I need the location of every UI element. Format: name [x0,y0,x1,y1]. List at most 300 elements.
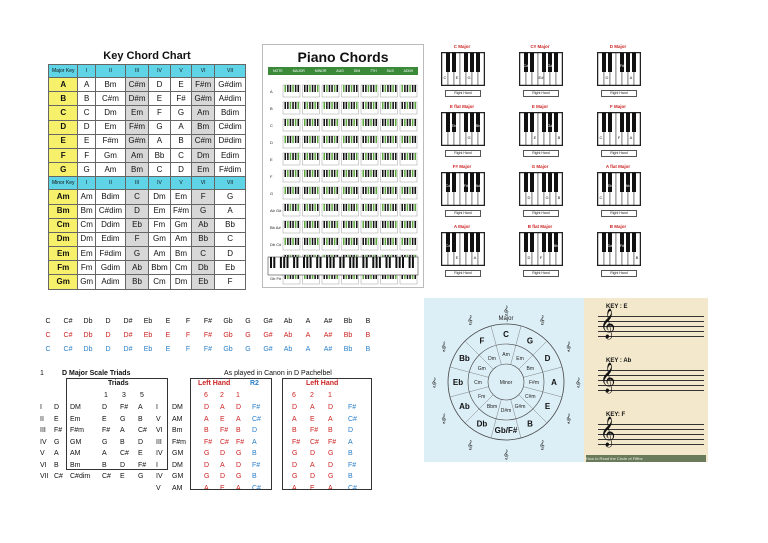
canon-cell: I [156,461,158,469]
mini-key [285,170,287,177]
chord-cell: G [78,163,95,177]
mini-key [317,221,319,228]
clef-icon: 𝄞 [539,314,545,325]
mini-key [337,153,339,160]
chord-cell: D [149,78,171,92]
canon-cell: A [204,415,209,423]
circle-caption: How to Read the Circle of Fifths [586,455,706,462]
chord-name: C# Major [530,44,550,49]
triad-cell: A [54,450,59,457]
mini-key [304,119,306,126]
mini-key [373,102,375,109]
major-key-label: D [544,354,551,363]
chord-cell: F#m [95,134,125,148]
svg-text:G: G [467,135,471,140]
svg-text:Eb: Eb [607,183,613,188]
mini-key [365,170,367,177]
canon-cell: A [310,404,315,411]
clef-icon: 𝄞 [565,341,572,351]
clef-icon: 𝄞 [503,305,509,315]
mini-key [351,204,353,211]
mini-key [363,136,365,143]
chord-cell: Dm [192,148,215,162]
canon-cell: DM [172,404,183,411]
triad-cell: AM [70,450,81,457]
mini-key [392,238,394,245]
mini-key [343,85,345,92]
chord-name: D Major [609,44,627,49]
chord-cell: Em [149,204,171,218]
triad-cell: III [40,427,46,434]
major-key-label: Gb/F# [494,426,518,435]
mini-key [317,153,319,160]
keyboard [441,52,485,86]
note-label: F# [203,332,213,339]
mini-key [373,85,375,92]
mini-key [387,85,389,92]
mini-key [387,153,389,160]
mini-key [314,170,316,177]
mini-key [353,85,355,92]
mini-key [343,119,345,126]
key-chord-header-row [49,177,246,190]
mini-key [298,221,300,228]
canon-cell: G [328,473,334,480]
mini-key [317,85,319,92]
triad-cell: DM [70,404,81,411]
mini-key [376,187,378,194]
mini-key [376,153,378,160]
black-key [395,257,397,268]
mini-key [309,187,311,194]
mini-key [290,85,292,92]
major-label: Major [498,316,514,322]
note-label: F [185,346,191,353]
mini-key [324,238,326,245]
chord-cell: Gm [78,275,95,289]
mini-key [392,204,394,211]
mini-key [368,204,370,211]
mini-key [363,204,365,211]
canon-col-header: 1 [328,392,332,399]
major-key-label: Db [476,419,488,429]
chord-cell: G [192,204,215,218]
triad-cell: G [102,438,108,446]
mini-key [395,170,397,177]
mini-key [407,85,409,92]
triad-cell: E [102,415,107,423]
mini-key [329,238,331,245]
right-hand-label: Right Hand [523,210,559,217]
mini-key [392,119,394,126]
mini-key [390,85,392,92]
mini-key [331,187,333,194]
mini-key [363,170,365,177]
mini-key [346,102,348,109]
mini-key [295,102,297,109]
black-key [376,257,378,268]
mini-key [334,119,336,126]
mini-key [409,136,411,143]
mini-key [370,204,372,211]
mini-key [312,153,314,160]
right-hand-label: Right Hand [601,150,637,157]
mini-key [314,153,316,160]
mini-key [326,238,328,245]
mini-key [295,221,297,228]
triad-cell: B [102,461,107,469]
mini-key [368,102,370,109]
mini-key [331,221,333,228]
canon-cell: D [328,461,334,469]
note-label: Eb [143,332,153,339]
chord-cell: Gdim [95,261,125,275]
mini-key [385,187,387,194]
mini-key [392,153,394,160]
mini-key [337,170,339,177]
table-row [49,247,246,261]
mini-key [307,221,309,228]
triad-cell: A [138,404,143,411]
mini-key [351,136,353,143]
chord-cell: A [49,78,78,92]
mini-key [368,238,370,245]
mini-key [385,119,387,126]
triads-title: D Major Scale Triads [62,370,131,377]
chord-cell: D [49,120,78,134]
chord-cell: C [49,106,78,120]
svg-text:C#: C# [523,63,529,68]
chord-cell: A [149,134,171,148]
mini-key [287,187,289,194]
mini-key [363,153,365,160]
mini-key [390,221,392,228]
mini-key [292,238,294,245]
chord-cell: F#m [170,204,191,218]
mini-key [385,85,387,92]
canon-cell: A [220,461,225,469]
triad-cell: F# [120,404,129,411]
mini-key [314,204,316,211]
mini-key [395,204,397,211]
mini-key [387,102,389,109]
canon-cell: E [310,415,315,423]
mini-key [363,187,365,194]
chord-cell: Bm [49,204,78,218]
black-key [362,257,364,268]
mini-key [290,204,292,211]
mini-key [402,221,404,228]
mini-key [370,85,372,92]
mini-key [295,238,297,245]
mini-key [285,136,287,143]
mini-key [402,187,404,194]
mini-key [334,238,336,245]
mini-key [287,221,289,228]
chord-cell: F [192,190,215,204]
triads-header: Triads [108,380,129,387]
mini-key [385,204,387,211]
mini-key [412,119,414,126]
piano-chords-title: Piano Chords [297,49,389,65]
mini-key [326,170,328,177]
mini-key [351,102,353,109]
clef-icon: 𝄞 [503,449,509,459]
mini-key [412,204,414,211]
triad-cell: G [138,473,144,480]
note-label: C# [63,332,73,339]
canon-cell: F# [292,438,301,446]
chord-cell: F [49,148,78,162]
chord-cell: Bb [192,232,215,246]
svg-text:C: C [599,195,603,200]
mini-key [290,136,292,143]
mini-key [363,85,365,92]
chord-diagram [511,44,569,102]
mini-key [326,187,328,194]
svg-text:A: A [473,255,477,260]
header-cell: III [126,177,149,190]
note-label: Bb [343,318,353,325]
mini-key [385,221,387,228]
header-cell: VII [215,65,246,78]
canon-cell: D [292,461,298,469]
mini-key [285,187,287,194]
minor-key-label: Fm [478,394,486,400]
mini-key [307,136,309,143]
note-label: D# [123,332,133,339]
mini-key [390,136,392,143]
table-row [49,261,246,275]
chord-cell: D [78,120,95,134]
chromatic-row [40,332,380,342]
mini-key [368,85,370,92]
note-label: Eb [143,346,153,353]
mini-key [363,119,365,126]
mini-key [309,85,311,92]
mini-key [415,136,417,143]
major-key-label: F [479,336,485,346]
mini-key [304,136,306,143]
minor-key-label: Cm [474,380,482,386]
mini-key [387,136,389,143]
canon-cell: D [310,473,316,480]
mini-key [343,204,345,211]
mini-key [298,85,300,92]
mini-key [382,170,384,177]
clef-icon: 𝄞 [575,377,581,387]
note-label: Gb [223,332,233,339]
svg-text:F#: F# [463,183,469,188]
mini-key [370,187,372,194]
canon-cell: D [236,461,242,469]
note-label: A [305,346,311,353]
mini-key [385,136,387,143]
chord-cell: Cm [49,218,78,232]
triad-col-header: 5 [140,392,144,399]
minor-key-label: Dm [488,355,496,362]
canon-cell: E [220,484,225,492]
row-label: Ab G# [270,208,282,213]
mini-key [329,119,331,126]
mini-key [387,119,389,126]
note-label: E [165,332,171,339]
chord-cell: Bb [126,275,149,289]
mini-key [309,221,311,228]
mini-key [373,170,375,177]
mini-key [365,153,367,160]
note-label: Db [83,346,93,353]
row-label: D [270,140,273,145]
mini-key [376,85,378,92]
mini-key [395,119,397,126]
keyboard [519,52,563,86]
svg-text:C#: C# [445,243,451,248]
mini-key [326,204,328,211]
chord-cell: Em [78,247,95,261]
mini-key [390,170,392,177]
mini-key [346,85,348,92]
triad-cell: Bm [70,461,81,469]
svg-text:C#: C# [445,183,451,188]
mini-key [412,170,414,177]
header-cell: Major Key [49,65,78,78]
mini-key [373,187,375,194]
canon-cell: G [328,450,334,457]
chord-cell: Em [126,106,149,120]
mini-key [390,187,392,194]
chord-cell: Bm [192,120,215,134]
canon-cell: AM [172,484,183,492]
mini-key [287,204,289,211]
black-key [306,257,308,268]
mini-key [337,204,339,211]
mini-key [309,119,311,126]
note-label: A# [323,318,333,325]
mini-key [415,238,417,245]
canon-title: As played in Canon in D Pachelbel [224,370,332,377]
mini-key [329,136,331,143]
canon-col-header: 2 [220,392,224,399]
chord-cell: Bm [95,78,125,92]
mini-key [365,102,367,109]
minor-label: Minor [499,380,513,386]
canon-cell: C# [252,484,261,492]
mini-key [351,238,353,245]
mini-key [409,102,411,109]
minor-key-label: Em [516,355,524,362]
black-key [353,257,355,268]
canon-cell: VI [156,427,163,434]
mini-key [370,170,372,177]
chord-cell: A#dim [215,92,246,106]
chord-name: A Major [453,224,471,229]
mini-key [307,85,309,92]
svg-text:F#: F# [619,243,625,248]
mini-key [404,136,406,143]
chord-cell: D#m [126,92,149,106]
mini-key [370,119,372,126]
canon-cell: B [348,450,353,457]
mini-key [353,187,355,194]
mini-key [329,153,331,160]
mini-key [390,204,392,211]
chord-cell: Bm [78,204,95,218]
mini-key [290,102,292,109]
triad-cell: G [54,438,60,446]
major-key-label: C [503,330,509,339]
mini-key [285,204,287,211]
mini-key [390,119,392,126]
chord-cell: G [49,163,78,177]
chord-cell: Dm [78,232,95,246]
mini-key [415,204,417,211]
mini-key [346,238,348,245]
black-key [333,257,335,268]
canon-cell: G [204,473,210,480]
chord-cell: Bdim [95,190,125,204]
mini-key [392,187,394,194]
mini-key [307,153,309,160]
chord-cell: Dm [149,190,171,204]
chromatic-row [40,318,380,328]
mini-key [309,102,311,109]
mini-key [395,221,397,228]
canon-cell: F# [204,438,213,446]
table-row [49,134,246,148]
header-cell: VII [215,177,246,190]
mini-key [368,187,370,194]
triad-cell: F#m [70,427,84,434]
row-label: E [270,157,273,162]
canon-cell: C# [220,438,229,446]
header-cell: IV [149,65,171,78]
mini-key [324,85,326,92]
mini-key [317,204,319,211]
mini-key [356,85,358,92]
triad-cell: A [102,450,107,457]
triad-cell: Em [70,415,81,423]
mini-key [334,221,336,228]
chord-diagram [433,224,491,282]
canon-cell: E [310,484,315,492]
mini-key [298,102,300,109]
chord-diagram [589,44,647,102]
mini-key [373,238,375,245]
svg-text:Bb: Bb [475,123,481,128]
black-key [273,257,275,268]
mini-key [390,153,392,160]
canon-cell: A [292,484,297,492]
row-label: F [270,174,273,179]
note-label: G [245,346,251,353]
triad-cell: V [40,450,45,457]
mini-key [337,102,339,109]
chord-cell: B [49,92,78,106]
chord-cell: Cm [149,275,171,289]
black-key [402,257,404,268]
keyboard [597,232,641,266]
mini-key [407,153,409,160]
right-hand-label: Right Hand [523,90,559,97]
mini-key [348,221,350,228]
triad-cell: VI [40,461,47,469]
mini-key [382,221,384,228]
note-label: G [245,332,251,339]
chord-cell: C#m [126,78,149,92]
mini-key [290,153,292,160]
mini-key [402,170,404,177]
